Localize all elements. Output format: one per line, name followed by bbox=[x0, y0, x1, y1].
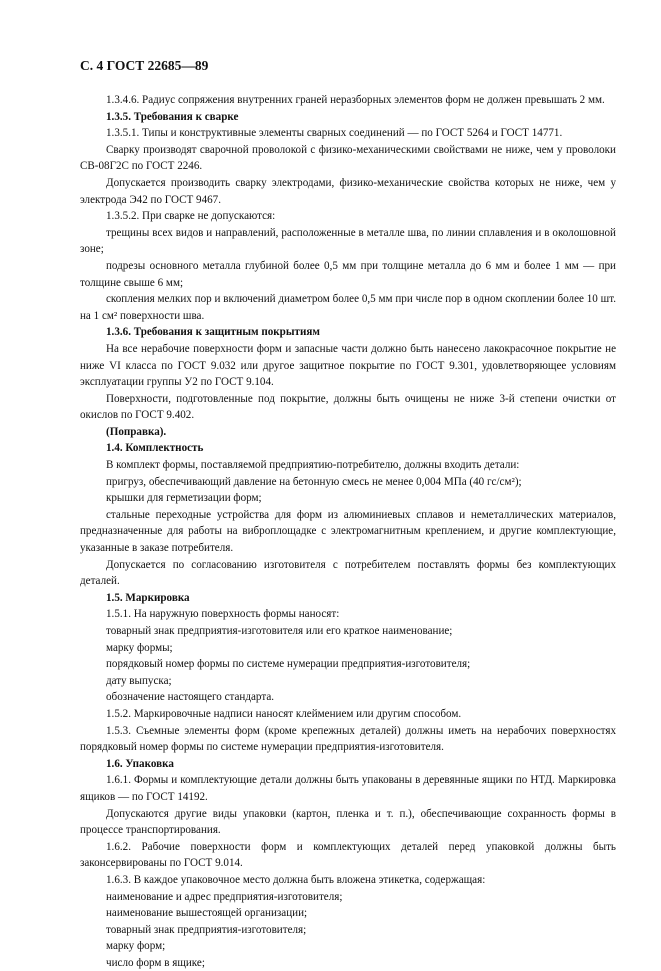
list-item: товарный знак предприятия-изготовителя или его краткое наименование; bbox=[106, 625, 453, 637]
paragraph: Допускается производить сварку электродами, физико-механические свойства которых не ниже, чем у электрода Э42 по ГОСТ 9467. bbox=[80, 176, 616, 206]
paragraph: На все нерабочие поверхности форм и запасные части должно быть нанесено лакокрасочное покрытие не ниже VI класса по ГОСТ 9.032 или другое защитное покрытие по ГОСТ 9.301, удовлетворяющее условиям эксплуатации группы У2 по ГОСТ 9.104. bbox=[80, 342, 616, 389]
section-heading: 1.3.5. Требования к сварке bbox=[106, 110, 239, 123]
list-item: скопления мелких пор и включений диаметром более 0,5 мм при числе пор в одном скоплении более 10 шт. на 1 см² поверхности шва. bbox=[80, 293, 616, 322]
paragraph: Поверхности, подготовленные под покрытие, должны быть очищены не ниже 3-й степени очистки от окислов по ГОСТ 9.402. bbox=[80, 392, 616, 422]
list-item: порядковый номер формы по системе нумерации предприятия-изготовителя; bbox=[106, 658, 471, 671]
paragraph: 1.5.3. Съемные элементы форм (кроме крепежных деталей) должны иметь на нерабочих поверхностях порядковый номер формы по системе нумерации предприятия-изготовителя. bbox=[80, 724, 616, 754]
page-header: С. 4 ГОСТ 22685—89 bbox=[80, 58, 209, 73]
list-item: число форм в ящике; bbox=[106, 956, 205, 969]
list-item: марку формы; bbox=[106, 641, 173, 654]
list-item: наименование и адрес предприятия-изготовителя; bbox=[106, 890, 343, 903]
paragraph: 1.6.3. В каждое упаковочное место должна быть вложена этикетка, содержащая: bbox=[106, 873, 486, 886]
section-heading: 1.6. Упаковка bbox=[106, 757, 174, 770]
paragraph: 1.6.1. Формы и комплектующие детали должны быть упакованы в деревянные ящики по НТД. Маркировка ящиков — по ГОСТ 14192. bbox=[80, 774, 616, 803]
amendment-note: (Поправка). bbox=[106, 425, 167, 438]
paragraph: 1.3.5.2. При сварке не допускаются: bbox=[106, 210, 276, 223]
list-item: крышки для герметизации форм; bbox=[106, 492, 262, 505]
paragraph: Сварку производят сварочной проволокой с физико-механическими свойствами не ниже, чем у проволоки СВ-08Г2С по ГОСТ 2246. bbox=[80, 143, 616, 173]
paragraph: 1.5.2. Маркировочные надписи наносят клеймением или другим способом. bbox=[106, 707, 462, 720]
list-item: товарный знак предприятия-изготовителя; bbox=[106, 923, 307, 936]
paragraph: В комплект формы, поставляемой предприятию-потребителю, должны входить детали: bbox=[106, 459, 520, 472]
paragraph: 1.3.5.1. Типы и конструктивные элементы сварных соединений — по ГОСТ 5264 и ГОСТ 14771. bbox=[106, 127, 563, 140]
paragraph: 1.3.4.6. Радиус сопряжения внутренних граней неразборных элементов форм не должен превышать 2 мм. bbox=[106, 94, 605, 106]
document-body bbox=[80, 92, 616, 971]
section-heading: 1.3.6. Требования к защитным покрытиям bbox=[106, 326, 320, 339]
list-item: дату выпуска; bbox=[106, 674, 172, 687]
list-item: подрезы основного металла глубиной более 0,5 мм при толщине металла до 6 мм и более 1 мм — при толщине свыше 6 мм; bbox=[80, 259, 616, 289]
list-item: пригруз, обеспечивающий давление на бетонную смесь не менее 0,004 МПа (40 гс/см²); bbox=[106, 475, 522, 488]
paragraph: Допускается по согласованию изготовителя с потребителем поставлять формы без комплектующих деталей. bbox=[80, 558, 616, 588]
list-item: наименование вышестоящей организации; bbox=[106, 907, 308, 920]
section-heading: 1.4. Комплектность bbox=[106, 442, 204, 455]
list-item: стальные переходные устройства для форм из алюминиевых сплавов и неметаллических материалов, предназначенные для работы на виброплощадке с электромагнитным креплением, и другие комплектующие, указанные в заказе потребителя. bbox=[80, 508, 616, 555]
list-item: обозначение настоящего стандарта. bbox=[106, 691, 275, 704]
paragraph: 1.6.2. Рабочие поверхности форм и комплектующих деталей перед упаковкой должны быть законсервированы по ГОСТ 9.014. bbox=[80, 840, 616, 870]
section-heading: 1.5. Маркировка bbox=[106, 591, 190, 604]
list-item: трещины всех видов и направлений, расположенные в металле шва, по линии сплавления и в околошовной зоне; bbox=[80, 226, 616, 256]
list-item: марку форм; bbox=[106, 940, 166, 953]
paragraph: Допускаются другие виды упаковки (картон, пленка и т. п.), обеспечивающие сохранность формы в процессе транспортирования. bbox=[80, 807, 616, 837]
paragraph: 1.5.1. На наружную поверхность формы наносят: bbox=[106, 608, 340, 621]
